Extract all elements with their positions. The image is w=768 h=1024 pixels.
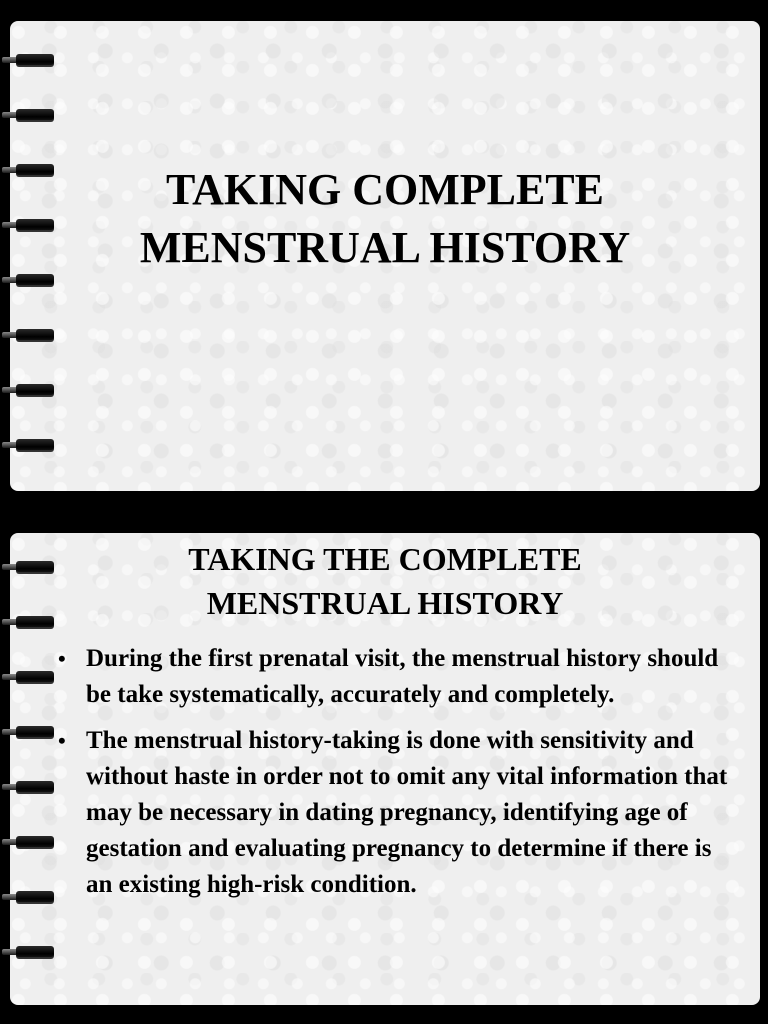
spiral-ring-icon	[2, 781, 60, 794]
spiral-ring-icon	[2, 54, 60, 67]
spiral-ring-icon	[2, 836, 60, 849]
slide-content-card	[10, 533, 760, 1005]
slide-heading-line-1: TAKING THE COMPLETE	[188, 541, 582, 577]
bullet-icon: •	[58, 728, 66, 753]
spiral-ring-icon	[2, 109, 60, 122]
spiral-ring-icon	[2, 329, 60, 342]
slide-title-line-2: MENSTRUAL HISTORY	[139, 223, 631, 272]
slide-heading	[10, 537, 760, 625]
slide-title-card	[10, 21, 760, 491]
bullet-text: During the first prenatal visit, the menstrual history should be take systematically, accurately and completely.	[86, 645, 719, 708]
spiral-ring-icon	[2, 384, 60, 397]
slide-heading-line-2: MENSTRUAL HISTORY	[206, 585, 564, 621]
bullet-item	[58, 641, 728, 713]
slide-title	[10, 161, 760, 277]
bullet-text: The menstrual history-taking is done with sensitivity and without haste in order not to omit any vital information that may be necessary in dating pregnancy, identifying age of gestation and evaluating pregnancy to determine if there is an existing high-risk condition.	[86, 727, 728, 898]
spiral-ring-icon	[2, 946, 60, 959]
slide-title-line-1: TAKING COMPLETE	[165, 165, 604, 214]
bullet-list	[58, 641, 728, 913]
bullet-icon: •	[58, 646, 66, 671]
spiral-ring-icon	[2, 671, 60, 684]
bullet-item	[58, 723, 728, 903]
spiral-ring-icon	[2, 891, 60, 904]
spiral-ring-icon	[2, 439, 60, 452]
spiral-ring-icon	[2, 726, 60, 739]
